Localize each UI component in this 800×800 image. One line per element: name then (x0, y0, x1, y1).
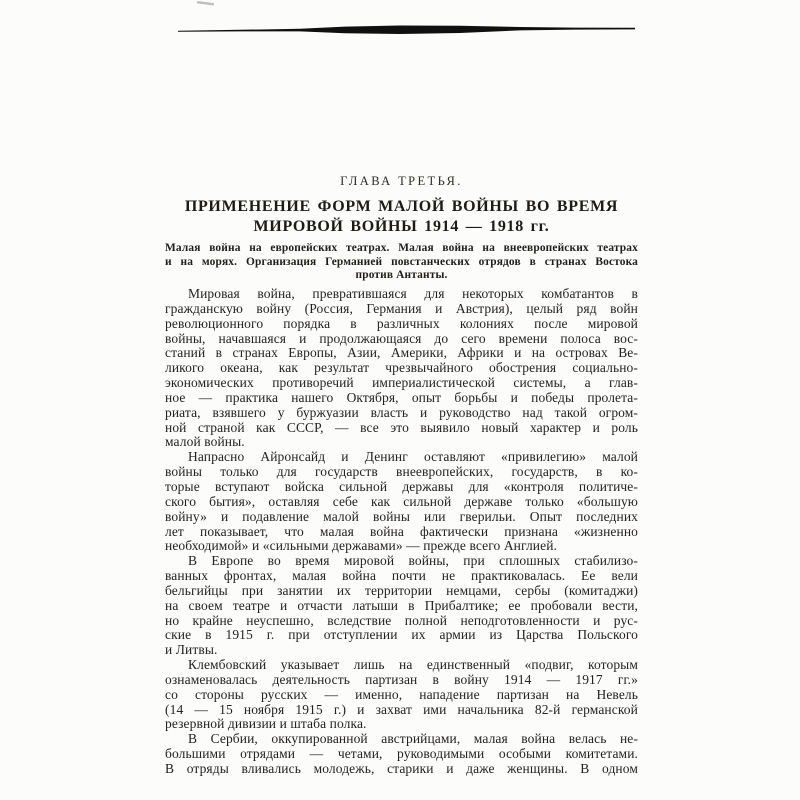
text-line: В отряды вливались молодежь, старики и даже женщины. В одном (165, 761, 638, 776)
text-line: Мировая война, превратившаяся для некоторых комбатантов в (188, 286, 638, 301)
text-line: войны только для государств внеевропейских, государств, в ко- (165, 464, 638, 480)
text-line: (14 — 15 ноября 1915 г.) и захват ими начальника 82-й германской (165, 701, 638, 717)
text-line: экономических противоречий империалистической системы, а глав- (165, 375, 638, 391)
text-line: бельгийцы при занятии их территории немцами, сербы (комитаджи) (165, 582, 638, 598)
text-line: революционного порядка в различных колониях после мировой (165, 315, 638, 331)
text-line: гражданскую войну (Россия, Германия и Австрия), целый ряд войн (165, 300, 638, 316)
text-line: торые вступают войска сильной державы для «контроля политиче- (165, 478, 638, 494)
text-line: войны, начавшаяся и продолжающаяся до сего времени полоса вос- (165, 330, 638, 346)
chapter-title-line-2: МИРОВОЙ ВОЙНЫ 1914 — 1918 гг. (253, 217, 550, 235)
text-line: ознаменовалась деятельность партизан в войну 1914 — 1917 гг.» (165, 671, 638, 687)
text-line: и Литвы. (165, 642, 218, 658)
abstract-line: Малая война на европейских театрах. Малая война на внеевропейских театрах (165, 242, 638, 254)
text-line: резервной дивизии и штаба полка. (165, 716, 367, 732)
text-line: лет показывает, что малая война фактически признана «жизненно (165, 523, 638, 539)
abstract-line: против Антанты. (355, 269, 448, 282)
text-line: малой войны. (165, 434, 245, 450)
text-line: Напрасно Айронсайд и Денинг оставляют «привилегию» малой (188, 449, 638, 465)
text-line: ной страной как СССР, — все это выявило новый характер и роль (165, 419, 638, 435)
text-line: ликого океана, как результат чрезвычайного обострения социально- (165, 360, 638, 376)
chapter-title-line-1: ПРИМЕНЕНИЕ ФОРМ МАЛОЙ ВОЙНЫ ВО ВРЕМЯ (184, 198, 619, 215)
body-text (165, 287, 638, 777)
chapter-abstract (165, 242, 638, 283)
text-line: со стороны русских — именно, нападение партизан на Невель (165, 686, 638, 702)
chapter-heading: ГЛАВА ТРЕТЬЯ. (340, 174, 463, 188)
text-line: ное — практика нашего Октября, опыт борьбы и победы пролета- (165, 389, 638, 405)
text-line: риата, взявшего у буржуазии власть и руководство над такой огром- (165, 404, 638, 420)
text-line: станий в странах Европы, Азии, Америки, Африки и на островах Ве- (165, 345, 638, 361)
text-line: ские в 1915 г. при отступлении их армии из Царства Польского (165, 627, 638, 643)
abstract-line: и на морях. Организация Германией повстанческих отрядов в странах Востока (165, 255, 638, 268)
text-line: ского бытия», оставляя себе как сильной державе только «большую (165, 493, 638, 509)
text-line: войну» и подавление малой войны или гверильи. Опыт последних (165, 508, 638, 524)
text-line: В Европе во время мировой войны, при сплошных стабилизо- (188, 553, 638, 569)
text-line: необходимой» и «сильными державами» — прежде всего Англией. (165, 538, 558, 554)
text-line: большими отрядами — четами, руководимыми особыми комитетами. (165, 746, 638, 762)
text-column (165, 0, 638, 800)
text-line: ванных фронтах, малая война почти не практиковалась. Ее вели (165, 568, 638, 584)
chapter-title (165, 197, 638, 236)
text-line: на своем театре и отчасти латыши в Прибалтике; ее пробовали вести, (165, 597, 638, 613)
text-line: В Сербии, оккупированной австрийцами, малая война велась не- (188, 731, 638, 747)
text-line: но крайне неуспешно, вследствие полной неподготовленности и рус- (165, 612, 638, 628)
text-line: Клембовский указывает лишь на единственный «подвиг, которым (188, 657, 638, 673)
